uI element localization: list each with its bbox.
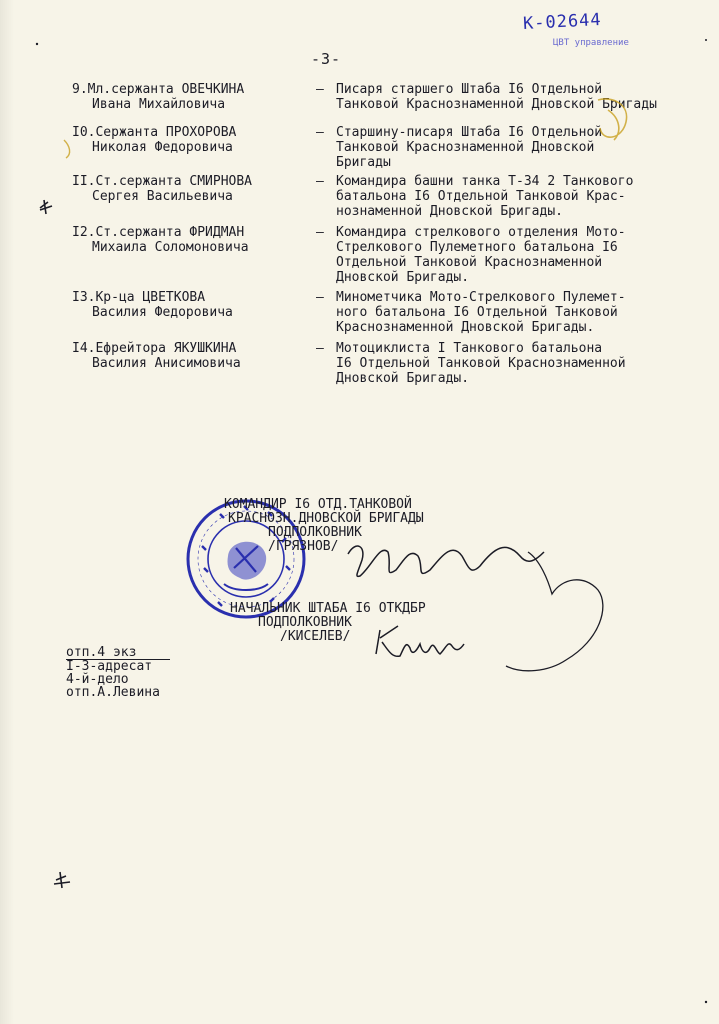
- rank-surname: I0.Сержанта ПРОХОРОВА: [72, 125, 237, 140]
- entry-dash: –: [316, 225, 324, 240]
- position-line: ного батальона I6 Отдельной Танковой: [336, 305, 618, 320]
- rank-surname: II.Ст.сержанта СМИРНОВА: [72, 174, 253, 189]
- rank-surname: I4.Ефрейтора ЯКУШКИНА: [72, 341, 237, 356]
- position-line: Мотоциклиста I Танкового батальона: [336, 341, 603, 356]
- first-patronymic: Ивана Михайловича: [92, 97, 226, 112]
- commander-rank: ПОДПОЛКОВНИК: [268, 525, 362, 540]
- position-line: Краснознаменной Дновской Бригады.: [336, 320, 595, 335]
- position-line: нознаменной Дновской Бригады.: [336, 204, 563, 219]
- position-line: Бригады: [336, 155, 391, 170]
- chief-name: /КИСЕЛЕВ/: [280, 629, 351, 644]
- archive-number-stamp: К-02644: [522, 9, 603, 35]
- first-patronymic: Николая Федоровича: [92, 140, 233, 155]
- commander-title-line: КОМАНДИР I6 ОТД.ТАНКОВОЙ: [224, 497, 412, 512]
- distribution-line: I-3-адресат: [66, 659, 153, 674]
- entry-dash: –: [316, 82, 324, 97]
- distribution-line: отп.А.Левина: [66, 685, 160, 700]
- position-line: Дновской Бригады.: [336, 270, 470, 285]
- first-patronymic: Михаила Соломоновича: [92, 240, 249, 255]
- position-line: Старшину-писаря Штаба I6 Отдельной: [336, 125, 603, 140]
- position-line: Командира стрелкового отделения Мото-: [336, 225, 626, 240]
- position-line: Стрелкового Пулеметного батальона I6: [336, 240, 618, 255]
- first-patronymic: Василия Анисимовича: [92, 356, 241, 371]
- chief-title-line: НАЧАЛЬНИК ШТАБА I6 ОТКДБР: [230, 601, 426, 616]
- position-line: Танковой Краснознаменной Дновской: [336, 140, 595, 155]
- rank-surname: I3.Кр-ца ЦВЕТКОВА: [72, 290, 206, 305]
- position-line: батальона I6 Отдельной Танковой Крас-: [336, 189, 626, 204]
- position-line: Командира башни танка Т-34 2 Танкового: [336, 174, 634, 189]
- position-line: Минометчика Мото-Стрелкового Пулемет-: [336, 290, 626, 305]
- commander-title-line: КРАСНОЗН.ДНОВСКОЙ БРИГАДЫ: [228, 511, 424, 526]
- page-number: -3-: [311, 50, 342, 68]
- entry-dash: –: [316, 125, 324, 140]
- rank-surname: 9.Мл.сержанта ОВЕЧКИНА: [72, 82, 245, 97]
- first-patronymic: Сергея Васильевича: [92, 189, 233, 204]
- copies-count: отп.4 экз: [66, 646, 170, 660]
- position-line: I6 Отдельной Танковой Краснознаменной: [336, 356, 626, 371]
- commander-name: /ГРЯЗНОВ/: [268, 539, 339, 554]
- distribution-line: 4-й-дело: [66, 672, 129, 687]
- position-line: Дновской Бригады.: [336, 371, 470, 386]
- first-patronymic: Василия Федоровича: [92, 305, 233, 320]
- chief-rank: ПОДПОЛКОВНИК: [258, 615, 352, 630]
- entry-dash: –: [316, 341, 324, 356]
- entry-dash: –: [316, 290, 324, 305]
- position-line: Отдельной Танковой Краснознаменной: [336, 255, 603, 270]
- position-line: Писаря старшего Штаба I6 Отдельной: [336, 82, 603, 97]
- rank-surname: I2.Ст.сержанта ФРИДМАН: [72, 225, 245, 240]
- archive-stamp-caption: ЦВТ управление: [553, 38, 629, 48]
- position-line: Танковой Краснознаменной Дновской Бригады: [336, 97, 657, 112]
- entry-dash: –: [316, 174, 324, 189]
